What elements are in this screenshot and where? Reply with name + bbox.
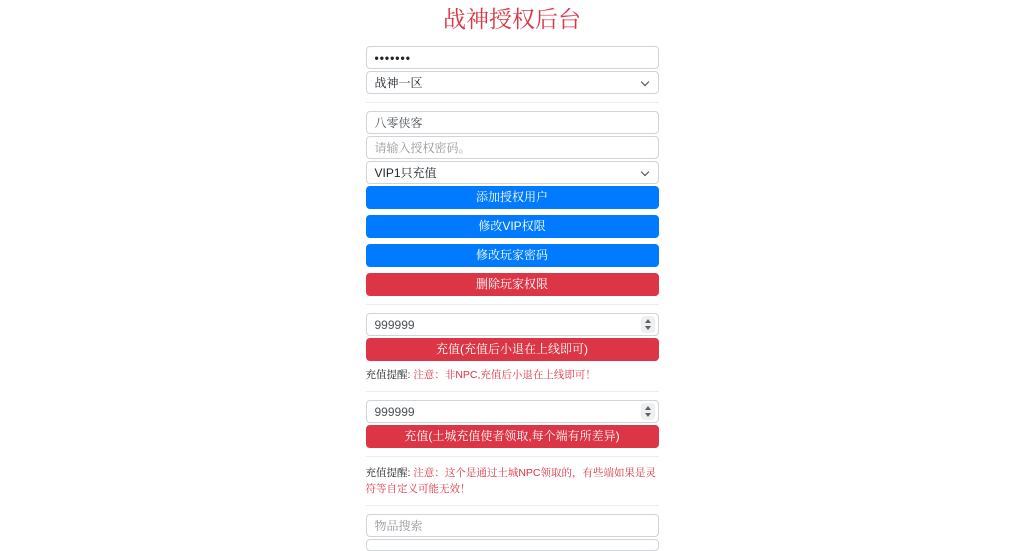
spinner-down-icon[interactable] bbox=[645, 413, 651, 417]
modify-player-password-button[interactable]: 修改玩家密码 bbox=[366, 244, 659, 267]
recharge-amount-field-2 bbox=[366, 400, 659, 423]
auth-panel bbox=[366, 0, 659, 551]
section-divider bbox=[366, 102, 659, 103]
spinner-up-icon[interactable] bbox=[645, 406, 651, 410]
item-search-input[interactable] bbox=[366, 514, 659, 537]
recharge-amount-input-1[interactable] bbox=[366, 313, 659, 336]
zone-select[interactable] bbox=[366, 71, 659, 94]
recharge-online-button[interactable]: 充值(充值后小退在上线即可) bbox=[366, 338, 659, 361]
hint-label: 充值提醒: bbox=[365, 467, 411, 479]
hint-text: 注意：非NPC,充值后小退在上线即可！ bbox=[413, 369, 596, 381]
username-input[interactable] bbox=[366, 111, 659, 134]
chevron-down-icon bbox=[640, 78, 648, 86]
partial-next-control bbox=[366, 539, 659, 551]
vip-select[interactable] bbox=[366, 161, 659, 184]
admin-password-input[interactable] bbox=[366, 46, 659, 69]
recharge-amount-field-1 bbox=[366, 313, 659, 336]
zone-select-value: 战神一区 bbox=[374, 76, 423, 90]
chevron-down-icon bbox=[640, 168, 648, 176]
recharge-amount-input-2[interactable] bbox=[366, 400, 659, 423]
hint-text: 注意：这个是通过土城NPC领取的，有些端如果是灵符等自定义可能无效！ bbox=[365, 467, 657, 495]
number-spinner[interactable] bbox=[641, 316, 655, 333]
recharge-hint-2 bbox=[366, 465, 659, 497]
modify-vip-button[interactable]: 修改VIP权限 bbox=[366, 215, 659, 238]
spinner-down-icon[interactable] bbox=[645, 326, 651, 330]
section-divider bbox=[366, 505, 659, 506]
section-divider bbox=[366, 304, 659, 305]
spinner-up-icon[interactable] bbox=[645, 319, 651, 323]
auth-password-input[interactable] bbox=[366, 136, 659, 159]
recharge-hint-1 bbox=[366, 367, 659, 383]
recharge-npc-button[interactable]: 充值(土城充值使者领取,每个端有所差异) bbox=[366, 425, 659, 448]
section-divider bbox=[366, 391, 659, 392]
add-auth-user-button[interactable]: 添加授权用户 bbox=[366, 186, 659, 209]
delete-player-auth-button[interactable]: 删除玩家权限 bbox=[366, 273, 659, 296]
page-title: 战神授权后台 bbox=[443, 6, 581, 32]
number-spinner[interactable] bbox=[641, 403, 655, 420]
section-divider bbox=[366, 456, 659, 457]
vip-select-value: VIP1只充值 bbox=[374, 166, 437, 180]
hint-label: 充值提醒: bbox=[365, 369, 411, 381]
